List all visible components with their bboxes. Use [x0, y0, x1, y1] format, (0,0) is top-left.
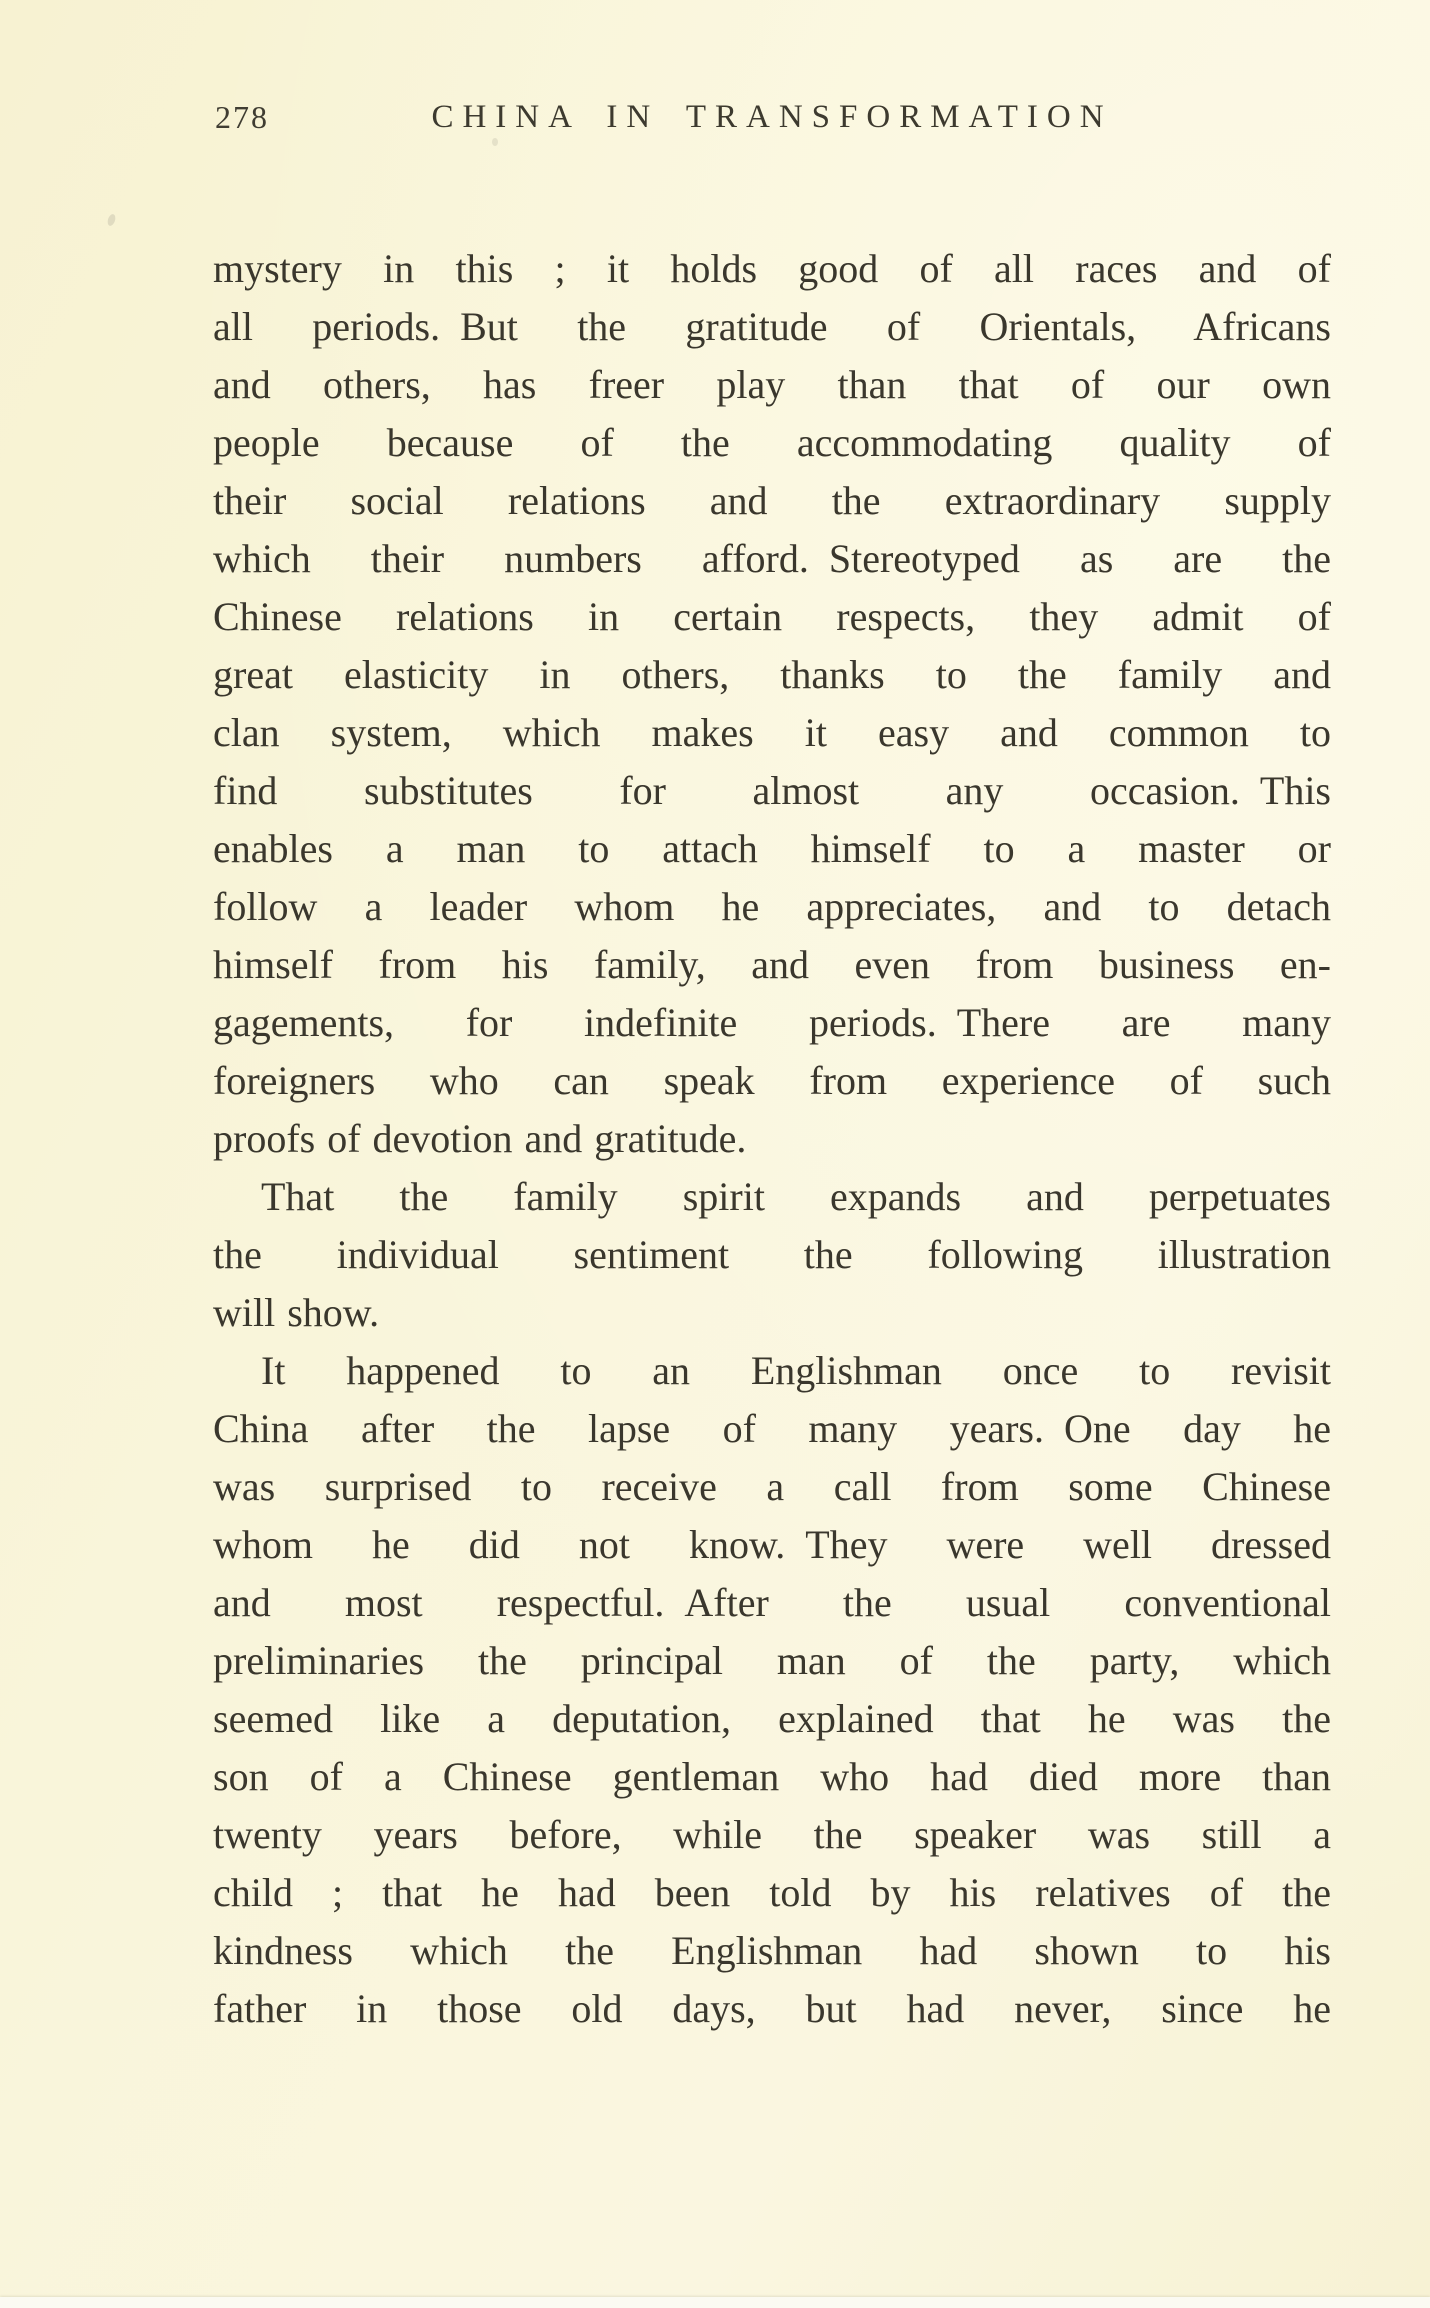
- page-number: 278: [215, 99, 269, 135]
- text-line: twenty years before, while the speaker was still a: [213, 1812, 1331, 1857]
- body-text: [213, 240, 1331, 2038]
- text-line: preliminaries the principal man of the party, which: [213, 1638, 1331, 1683]
- text-line: enables a man to attach himself to a master or: [213, 826, 1331, 871]
- text-line: That the family spirit expands and perpetuates: [261, 1174, 1331, 1219]
- text-line: son of a Chinese gentleman who had died more than: [213, 1754, 1331, 1799]
- text-line: child ; that he had been told by his relatives of the: [213, 1870, 1331, 1915]
- text-line: the individual sentiment the following illustration: [213, 1232, 1331, 1277]
- text-line: foreigners who can speak from experience of such: [213, 1058, 1331, 1103]
- text-line: It happened to an Englishman once to revisit: [261, 1348, 1331, 1393]
- text-line: Chinese relations in certain respects, they admit of: [213, 594, 1331, 639]
- page-header: [213, 96, 1331, 138]
- text-line: mystery in this ; it holds good of all races and of: [213, 246, 1331, 291]
- text-line: which their numbers afford. Stereotyped as are the: [213, 536, 1331, 581]
- text-line: was surprised to receive a call from some Chinese: [213, 1464, 1331, 1509]
- running-title: CHINA IN TRANSFORMATION: [431, 99, 1113, 135]
- text-line: and most respectful. After the usual conventional: [213, 1580, 1331, 1625]
- text-line: whom he did not know. They were well dressed: [213, 1522, 1331, 1567]
- text-line: proofs of devotion and gratitude.: [213, 1116, 747, 1161]
- text-line: kindness which the Englishman had shown to his: [213, 1928, 1331, 1973]
- text-line: gagements, for indefinite periods. There are many: [213, 1000, 1331, 1045]
- text-line: himself from his family, and even from business en-: [213, 942, 1331, 987]
- text-line: great elasticity in others, thanks to the family and: [213, 652, 1331, 697]
- text-line: China after the lapse of many years. One day he: [213, 1406, 1331, 1451]
- text-line: find substitutes for almost any occasion. This: [213, 768, 1331, 813]
- text-line: people because of the accommodating quality of: [213, 420, 1331, 465]
- scan-edge: [0, 2297, 1430, 2308]
- text-block: [213, 96, 1331, 2038]
- text-line: and others, has freer play than that of our own: [213, 362, 1331, 407]
- text-line: seemed like a deputation, explained that he was the: [213, 1696, 1331, 1741]
- text-line: follow a leader whom he appreciates, and to detach: [213, 884, 1331, 929]
- text-line: will show.: [213, 1290, 380, 1335]
- scan-artifact: [106, 213, 116, 227]
- text-line: their social relations and the extraordinary supply: [213, 478, 1331, 523]
- text-line: father in those old days, but had never, since he: [213, 1986, 1331, 2031]
- text-line: clan system, which makes it easy and common to: [213, 710, 1331, 755]
- text-line: all periods. But the gratitude of Orientals, Africans: [213, 304, 1331, 349]
